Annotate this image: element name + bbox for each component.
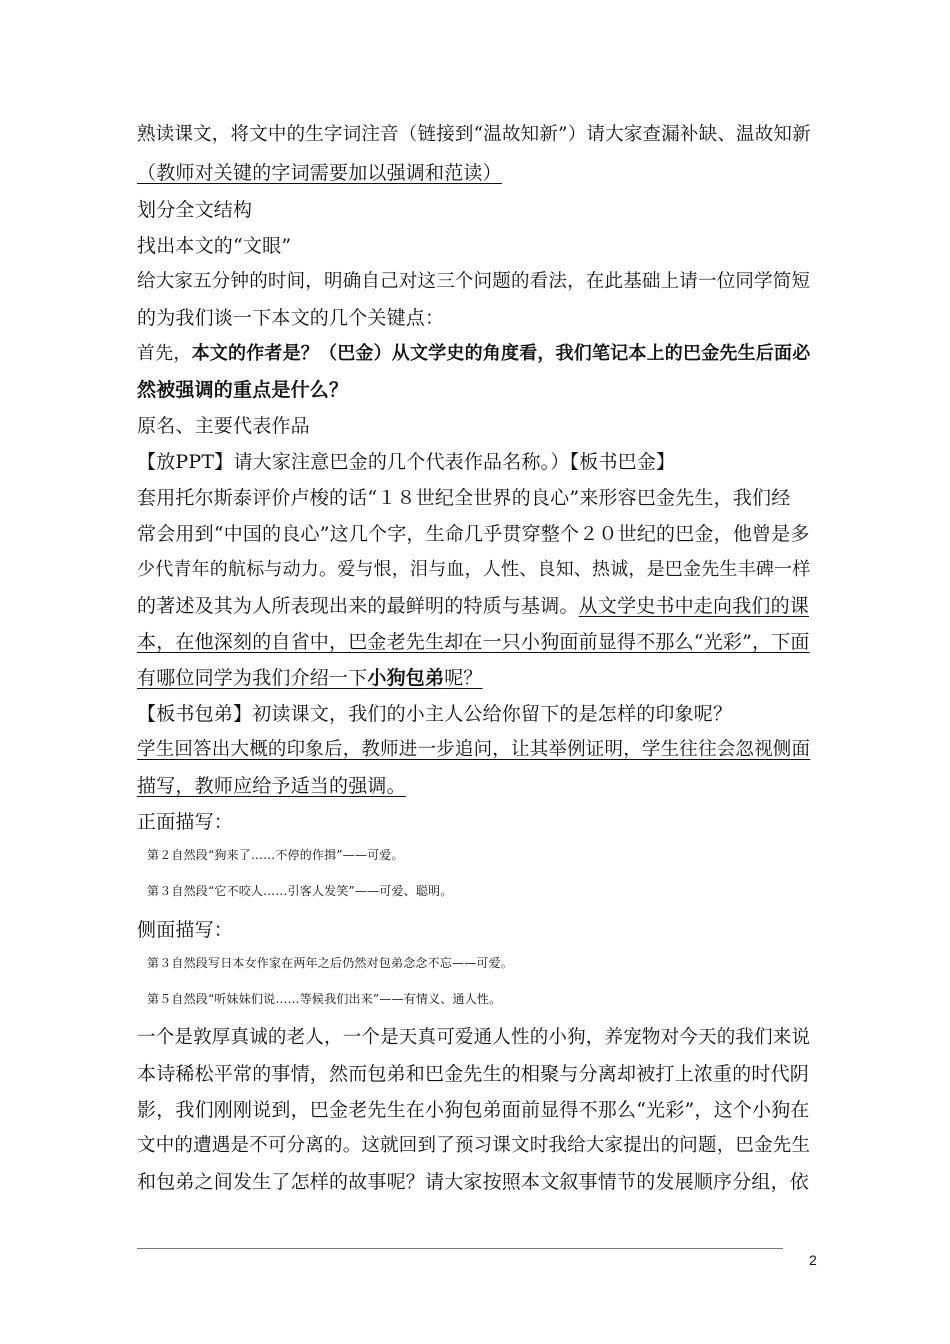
text-line: 侧面描写： xyxy=(137,919,234,941)
text-line: 套用托尔斯泰评价卢梭的话“１８世纪全世界的良心”来形容巴金先生，我们经 xyxy=(137,487,791,509)
text-line-underlined xyxy=(137,669,827,688)
text-run: 呢？ xyxy=(444,667,483,689)
text-line: 【板书包弟】初读课文，我们的小主人公给你留下的是怎样的印象呢？ xyxy=(137,703,733,725)
text-line-underlined: 描写，教师应给予适当的强调。 xyxy=(137,775,406,797)
text-line: 划分全文结构 xyxy=(137,199,253,221)
text-run: 有哪位同学为我们介绍一下 xyxy=(137,667,368,689)
text-line: 少代青年的航标与动力。爱与恨，泪与血，人性、良知、热诚，是巴金先生丰碑一样 xyxy=(137,559,811,580)
bold-question: 然被强调的重点是什么？ xyxy=(137,379,349,401)
text-line: 一个是敦厚真诚的老人，一个是天真可爱通人性的小狗，养宠物对今天的我们来说 xyxy=(137,1027,811,1048)
text-line-underlined: （教师对关键的字词需要加以强调和范读） xyxy=(137,162,502,184)
text-line-underlined: 学生回答出大概的印象后，教师进一步追问，让其举例证明，学生往往会忽视侧面 xyxy=(137,739,811,760)
text-line: 熟读课文，将文中的生字词注音（链接到“温故知新”）请大家查漏补缺、温故知新 xyxy=(137,124,811,145)
text-run: 的著述及其为人所表现出来的最鲜明的特质与基调。 xyxy=(137,595,579,617)
text-line: 给大家五分钟的时间，明确自己对这三个问题的看法，在此基础上请一位同学简短 xyxy=(137,271,811,292)
bold-question: 本文的作者是？（巴金）从文学史的角度看，我们笔记本上的巴金先生后面必 xyxy=(191,343,811,364)
text-line xyxy=(137,345,827,363)
text-line: 第３自然段“它不咬人……引客人发笑”——可爱、聪明。 xyxy=(147,884,453,898)
text-line xyxy=(137,597,827,616)
text-line: 影，我们刚刚说到，巴金老先生在小狗包弟面前显得不那么“光彩”，这个小狗在 xyxy=(137,1099,810,1121)
bold-term: 小狗包弟 xyxy=(367,667,445,689)
text-line: 常会用到“中国的良心”这几个字，生命几乎贯穿整个２０世纪的巴金，他曾是多 xyxy=(137,523,810,545)
text-line-underlined: 本，在他深刻的自省中，巴金老先生却在一只小狗面前显得不那么“光彩”，下面 xyxy=(137,631,810,653)
text-line: 本诗稀松平常的事情，然而包弟和巴金先生的相聚与分离却被打上浓重的时代阴 xyxy=(137,1063,810,1085)
text-line: 正面描写： xyxy=(137,811,234,833)
text-line: 第２自然段“狗来了……不停的作揖”——可爱。 xyxy=(147,848,404,862)
text-line: 原名、主要代表作品 xyxy=(137,415,310,437)
text-run: 首先， xyxy=(137,343,192,364)
text-line: 找出本文的“文眼” xyxy=(137,235,292,257)
text-line: 第５自然段“听妹妹们说……等候我们出来”——有情义、通人性。 xyxy=(147,992,502,1006)
text-line: 的为我们谈一下本文的几个关键点： xyxy=(137,307,445,329)
text-line: 第３自然段写日本女作家在两年之后仍然对包弟念念不忘——可爱。 xyxy=(147,956,514,970)
page-number: 2 xyxy=(809,1252,817,1268)
footer-rule xyxy=(137,1248,783,1249)
text-line: 【放PPT】请大家注意巴金的几个代表作品名称。）【板书巴金】 xyxy=(137,451,676,473)
underlined-run: 从文学史书中走向我们的课 xyxy=(578,595,810,617)
text-line: 文中的遭遇是不可分离的。这就回到了预习课文时我给大家提出的问题，巴金先生 xyxy=(137,1135,811,1156)
text-line: 和包弟之间发生了怎样的故事呢？请大家按照本文叙事情节的发展顺序分组，依 xyxy=(137,1171,810,1193)
